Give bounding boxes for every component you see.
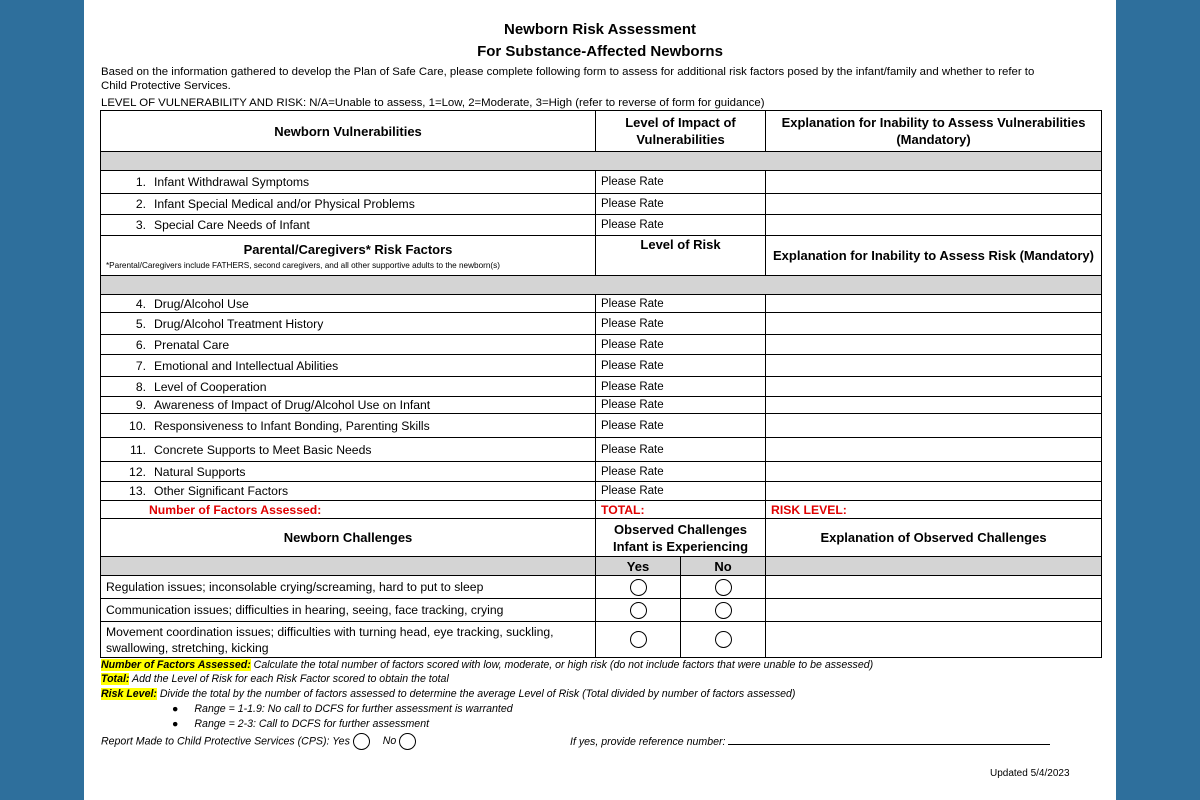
range-2-text: Range = 2-3: Call to DCFS for further assessment bbox=[194, 718, 430, 730]
footnote-factors-label: Number of Factors Assessed: bbox=[101, 659, 251, 671]
form-title: Newborn Risk Assessment bbox=[503, 21, 696, 38]
item-number: 7. bbox=[135, 358, 146, 373]
item-number: 13. bbox=[129, 484, 146, 498]
item-number: 8. bbox=[135, 379, 146, 394]
footnote-total-label: Total: bbox=[101, 673, 130, 685]
explanation-field[interactable] bbox=[766, 377, 1102, 397]
gray-separator bbox=[101, 276, 1102, 295]
explanation-field[interactable] bbox=[766, 215, 1102, 236]
intro-line-2: Child Protective Services. bbox=[101, 80, 231, 92]
cps-no-label: No bbox=[382, 735, 397, 748]
explanation-field[interactable] bbox=[766, 355, 1102, 377]
yes-radio[interactable] bbox=[630, 602, 647, 619]
vulnerabilities-header: Newborn Vulnerabilities bbox=[101, 111, 596, 152]
yes-radio[interactable] bbox=[630, 631, 647, 648]
table-row bbox=[101, 462, 1102, 482]
risk-explanation-header: Explanation for Inability to Assess Risk (Mandatory) bbox=[766, 236, 1102, 276]
footnote-factors bbox=[101, 659, 873, 671]
rating-select[interactable]: Please Rate bbox=[596, 171, 766, 194]
reference-label: If yes, provide reference number: bbox=[570, 736, 726, 748]
explanation-field[interactable] bbox=[766, 194, 1102, 215]
no-radio[interactable] bbox=[715, 579, 732, 596]
rating-select[interactable]: Please Rate bbox=[596, 295, 766, 313]
explanation-field[interactable] bbox=[766, 414, 1102, 438]
challenges-header: Newborn Challenges bbox=[101, 519, 596, 557]
table-row bbox=[101, 194, 1102, 215]
item-number: 9. bbox=[135, 398, 146, 412]
totals-row bbox=[101, 501, 1102, 519]
gray-separator bbox=[101, 152, 1102, 171]
risk-level-header: Level of Risk bbox=[596, 236, 766, 276]
item-label: Concrete Supports to Meet Basic Needs bbox=[154, 442, 372, 457]
no-radio[interactable] bbox=[715, 631, 732, 648]
yes-radio[interactable] bbox=[630, 579, 647, 596]
footnote-risk-text: Divide the total by the number of factors assessed to determine the average Level of Risk (Total divided by number of factors assessed) bbox=[156, 688, 796, 700]
item-number: 4. bbox=[135, 296, 146, 311]
table-row bbox=[101, 622, 1102, 658]
cps-no-radio[interactable] bbox=[399, 733, 416, 750]
range-2 bbox=[172, 718, 429, 730]
rating-select[interactable]: Please Rate bbox=[596, 414, 766, 438]
rating-select[interactable]: Please Rate bbox=[596, 397, 766, 414]
no-radio-cell bbox=[681, 599, 766, 622]
rating-select[interactable]: Please Rate bbox=[596, 355, 766, 377]
form-page bbox=[84, 0, 1116, 800]
no-header: No bbox=[681, 557, 766, 576]
gray-separator bbox=[101, 557, 596, 576]
item-label: Special Care Needs of Infant bbox=[154, 218, 310, 232]
explanation-field[interactable] bbox=[766, 438, 1102, 462]
observed-challenges-header: Observed Challenges Infant is Experiencing bbox=[596, 519, 766, 557]
explanation-field[interactable] bbox=[766, 482, 1102, 501]
risk-factors-note: *Parental/Caregivers include FATHERS, second caregivers, and all other supportive adults to the newborn(s) bbox=[106, 260, 500, 270]
item-number: 12. bbox=[129, 464, 146, 479]
item-label: Emotional and Intellectual Abilities bbox=[154, 358, 339, 373]
rating-select[interactable]: Please Rate bbox=[596, 194, 766, 215]
footnote-factors-text: Calculate the total number of factors scored with low, moderate, or high risk (do not include factors that were unable to be assessed) bbox=[250, 659, 874, 671]
footnote-risk bbox=[101, 688, 795, 700]
assessment-table bbox=[100, 110, 1102, 658]
vulnerability-explanation-header: Explanation for Inability to Assess Vulnerabilities (Mandatory) bbox=[766, 111, 1102, 152]
rating-select[interactable]: Please Rate bbox=[596, 313, 766, 335]
item-label: Drug/Alcohol Treatment History bbox=[154, 316, 324, 331]
risk-factors-header: Parental/Caregivers* Risk Factors *Parental/Caregivers include FATHERS, second caregivers, and all other supportive adults to the newborn(s) bbox=[101, 236, 596, 276]
item-number: 3. bbox=[135, 218, 146, 232]
levels-legend: LEVEL OF VULNERABILITY AND RISK: N/A=Unable to assess, 1=Low, 2=Moderate, 3=High (refer to reverse of form for guidance) bbox=[101, 97, 765, 109]
item-label: Awareness of Impact of Drug/Alcohol Use on Infant bbox=[154, 398, 431, 412]
impact-header: Level of Impact of Vulnerabilities bbox=[596, 111, 766, 152]
cps-yes-radio[interactable] bbox=[353, 733, 370, 750]
item-number: 1. bbox=[135, 175, 146, 189]
form-subtitle: For Substance-Affected Newborns bbox=[477, 43, 723, 60]
item-number: 10. bbox=[129, 418, 146, 433]
no-radio[interactable] bbox=[715, 602, 732, 619]
explanation-field[interactable] bbox=[766, 313, 1102, 335]
yes-radio-cell bbox=[596, 599, 681, 622]
gray-separator bbox=[766, 557, 1102, 576]
cps-report-label: Report Made to Child Protective Services (CPS): Yes bbox=[101, 735, 350, 748]
challenge-label: Movement coordination issues; difficulties with turning head, eye tracking, suckling, swallowing, stretching, kicking bbox=[101, 622, 596, 658]
rating-select[interactable]: Please Rate bbox=[596, 462, 766, 482]
table-row bbox=[101, 377, 1102, 397]
rating-select[interactable]: Please Rate bbox=[596, 335, 766, 355]
explanation-field[interactable] bbox=[766, 295, 1102, 313]
footnote-risk-label: Risk Level: bbox=[101, 688, 157, 700]
challenge-label: Regulation issues; inconsolable crying/screaming, hard to put to sleep bbox=[101, 576, 596, 599]
explanation-field[interactable] bbox=[766, 576, 1102, 599]
rating-select[interactable]: Please Rate bbox=[596, 377, 766, 397]
factors-assessed-label: Number of Factors Assessed: bbox=[101, 501, 596, 519]
item-number: 5. bbox=[135, 316, 146, 331]
footnote-total-text: Add the Level of Risk for each Risk Factor scored to obtain the total bbox=[129, 673, 449, 685]
item-label: Infant Withdrawal Symptoms bbox=[154, 175, 310, 189]
item-label: Natural Supports bbox=[154, 464, 246, 479]
risk-level-label: RISK LEVEL: bbox=[766, 501, 1102, 519]
table-row bbox=[101, 414, 1102, 438]
range-1 bbox=[172, 703, 513, 715]
table-row bbox=[101, 482, 1102, 501]
table-row bbox=[101, 215, 1102, 236]
item-label: Responsiveness to Infant Bonding, Parenting Skills bbox=[154, 418, 430, 433]
explanation-field[interactable] bbox=[766, 397, 1102, 414]
reference-number bbox=[570, 733, 1050, 748]
item-label: Infant Special Medical and/or Physical Problems bbox=[154, 197, 415, 211]
table-row bbox=[101, 335, 1102, 355]
yes-radio-cell bbox=[596, 576, 681, 599]
table-row bbox=[101, 599, 1102, 622]
total-label: TOTAL: bbox=[596, 501, 766, 519]
item-label: Drug/Alcohol Use bbox=[154, 296, 249, 311]
bullet-icon: ● bbox=[172, 718, 179, 730]
table-row bbox=[101, 438, 1102, 462]
challenges-explanation-header: Explanation of Observed Challenges bbox=[766, 519, 1102, 557]
challenge-label: Communication issues; difficulties in hearing, seeing, face tracking, crying bbox=[101, 599, 596, 622]
table-row bbox=[101, 295, 1102, 313]
table-row bbox=[101, 171, 1102, 194]
explanation-field[interactable] bbox=[766, 599, 1102, 622]
yes-header: Yes bbox=[596, 557, 681, 576]
rating-select[interactable]: Please Rate bbox=[596, 482, 766, 501]
no-radio-cell bbox=[681, 622, 766, 658]
table-row bbox=[101, 576, 1102, 599]
item-number: 11. bbox=[129, 442, 146, 457]
rating-select[interactable]: Please Rate bbox=[596, 438, 766, 462]
rating-select[interactable]: Please Rate bbox=[596, 215, 766, 236]
item-number: 2. bbox=[135, 197, 146, 211]
item-number: 6. bbox=[135, 337, 146, 352]
yes-radio-cell bbox=[596, 622, 681, 658]
table-row bbox=[101, 355, 1102, 377]
explanation-field[interactable] bbox=[766, 462, 1102, 482]
no-radio-cell bbox=[681, 576, 766, 599]
reference-number-field[interactable] bbox=[728, 733, 1050, 745]
item-label: Prenatal Care bbox=[154, 337, 230, 352]
bullet-icon: ● bbox=[172, 703, 179, 715]
table-row bbox=[101, 397, 1102, 414]
item-label: Level of Cooperation bbox=[154, 379, 267, 394]
table-row bbox=[101, 313, 1102, 335]
item-label: Other Significant Factors bbox=[154, 484, 289, 498]
intro-line-1: Based on the information gathered to develop the Plan of Safe Care, please complete following form to assess for additional risk factors posed by the infant/family and whether to refer to bbox=[101, 66, 1035, 78]
explanation-field[interactable] bbox=[766, 171, 1102, 194]
footnote-total bbox=[101, 673, 449, 685]
updated-date: Updated 5/4/2023 bbox=[990, 768, 1070, 779]
range-1-text: Range = 1-1.9: No call to DCFS for further assessment is warranted bbox=[194, 703, 513, 715]
explanation-field[interactable] bbox=[766, 622, 1102, 658]
cps-report bbox=[101, 733, 416, 750]
explanation-field[interactable] bbox=[766, 335, 1102, 355]
